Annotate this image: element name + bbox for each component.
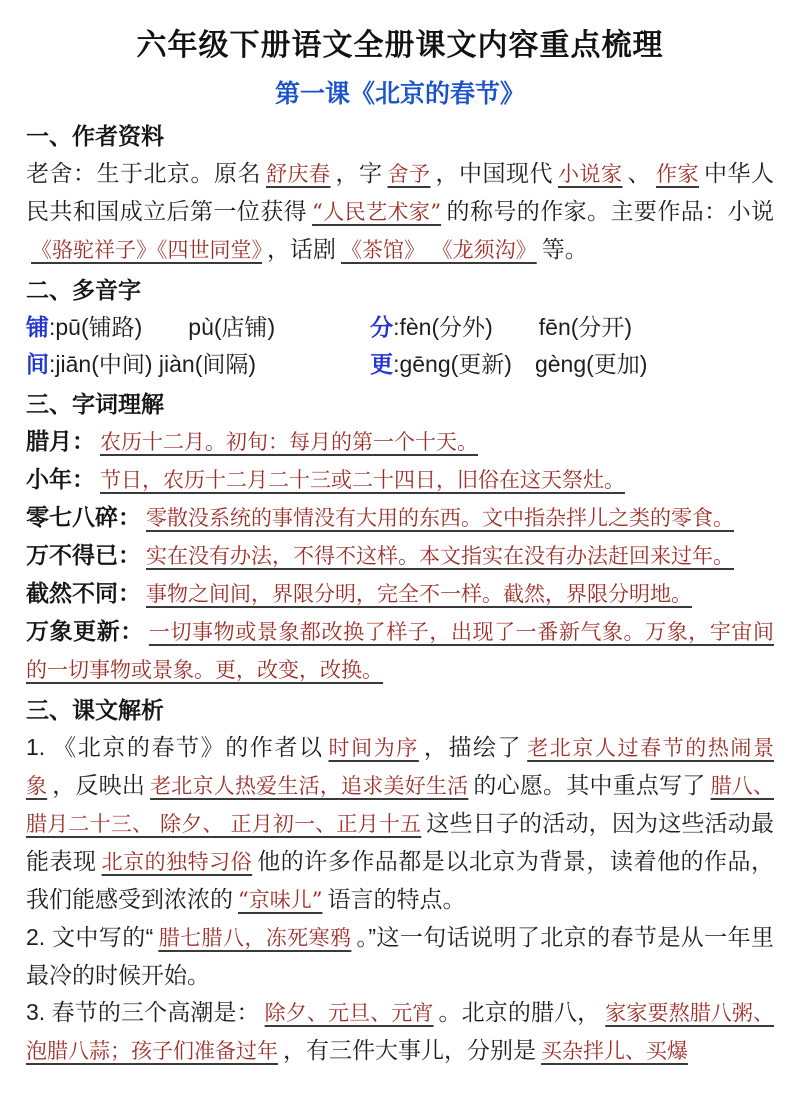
handwritten-answer: 腊七腊八，冻死寒鸦 bbox=[158, 926, 352, 950]
polyphonic-entry bbox=[370, 309, 774, 346]
body-text: :gēng(更新) gèng(更加) bbox=[393, 351, 648, 377]
handwritten-answer: 实在没有办法，不得不这样。本文指实在没有办法赶回来过年。 bbox=[146, 544, 734, 568]
section-heading: 三、字词理解 bbox=[26, 391, 164, 417]
section-heading: 三、课文解析 bbox=[26, 697, 164, 723]
polyphonic-char: 更 bbox=[370, 351, 394, 377]
body-text: 的心愿。其中重点写了 bbox=[473, 772, 706, 798]
term-label: 零七八碎： bbox=[26, 504, 141, 530]
body-text: ，字 bbox=[335, 160, 383, 186]
handwritten-answer: 小说家 bbox=[558, 162, 623, 186]
lesson-subtitle: 第一课《北京的春节》 bbox=[274, 80, 525, 108]
body-text: 语言的特点。 bbox=[327, 886, 466, 912]
body-text: 中华人民共和国成立后第一位获得 bbox=[26, 160, 774, 224]
handwritten-answer: 一切事物或景象都改换了样子，出现了一番新气象。万象，宇宙间的一切事物或景象。更，改变，改换。 bbox=[26, 620, 775, 682]
body-text: 1. 《北京的春节》的作者以 bbox=[26, 734, 324, 760]
handwritten-answer: “人民艺术家” bbox=[312, 200, 442, 224]
body-text: ，反映出 bbox=[52, 772, 146, 798]
polyphonic-entry bbox=[26, 309, 370, 346]
term-label: 截然不同： bbox=[26, 580, 141, 606]
body-text: ，话剧 bbox=[267, 236, 336, 262]
term-label: 腊月： bbox=[26, 428, 95, 454]
polyphonic-char: 铺 bbox=[26, 314, 49, 340]
section-heading: 二、多音字 bbox=[26, 277, 141, 303]
term-label: 万象更新： bbox=[26, 618, 144, 644]
handwritten-answer: 农历十二月。初旬：每月的第一个十天。 bbox=[100, 430, 478, 454]
body-text: 3. 春节的三个高潮是： bbox=[26, 999, 260, 1025]
body-text: 老舍：生于北京。原名 bbox=[26, 160, 261, 186]
handwritten-answer: 事物之间间，界限分明，完全不一样。截然，界限分明地。 bbox=[146, 582, 692, 606]
body-text: 他的许多作品都是以北京为背景，读着他的作品，我们能感受到浓浓的 bbox=[26, 848, 775, 912]
paragraph bbox=[26, 919, 774, 994]
body-text: ，描绘了 bbox=[423, 734, 523, 760]
document-blocks bbox=[26, 118, 774, 1070]
body-text: :pū(铺路) pù(店铺) bbox=[49, 314, 276, 340]
paragraph bbox=[26, 461, 774, 499]
handwritten-answer: 零散没系统的事情没有大用的东西。文中指杂拌儿之类的零食。 bbox=[146, 506, 734, 530]
polyphonic-row bbox=[26, 346, 774, 383]
term-label: 万不得已： bbox=[26, 542, 141, 568]
handwritten-answer: 舍予 bbox=[387, 162, 431, 186]
handwritten-answer: 节日，农历十二月二十三或二十四日，旧俗在这天祭灶。 bbox=[100, 468, 625, 492]
body-text: :jiān(中间) jiàn(间隔) bbox=[49, 351, 257, 377]
body-text: 。北京的腊八， bbox=[438, 999, 601, 1025]
polyphonic-char: 分 bbox=[370, 314, 394, 340]
body-text: 这些日子的活动，因为这些活动最能表现 bbox=[26, 810, 774, 874]
paragraph bbox=[26, 575, 774, 613]
handwritten-answer: 买杂拌儿、买爆 bbox=[541, 1039, 688, 1063]
polyphonic-row bbox=[26, 309, 774, 346]
term-label: 小年： bbox=[26, 466, 95, 492]
paragraph bbox=[26, 613, 774, 689]
body-text: 等。 bbox=[541, 236, 588, 262]
handwritten-answer: 老北京人过春节的热闹景象 bbox=[26, 736, 775, 798]
polyphonic-entry bbox=[370, 346, 774, 383]
polyphonic-char: 间 bbox=[26, 351, 49, 377]
handwritten-answer: 除夕、元旦、元宵 bbox=[264, 1001, 434, 1025]
section-heading: 一、作者资料 bbox=[26, 123, 164, 149]
handwritten-answer: 北京的独特习俗 bbox=[101, 850, 253, 874]
body-text: ，有三件大事儿，分别是 bbox=[283, 1037, 536, 1063]
handwritten-answer: 家家要熬腊八粥、泡腊八蒜；孩子们准备过年 bbox=[26, 1001, 775, 1063]
polyphonic-entry bbox=[26, 346, 370, 383]
paragraph bbox=[26, 537, 774, 575]
handwritten-answer: 老北京人热爱生活，追求美好生活 bbox=[150, 774, 469, 798]
paragraph bbox=[26, 499, 774, 537]
body-text: :fèn(分外) fēn(分开) bbox=[393, 314, 633, 340]
handwritten-answer: 舒庆春 bbox=[266, 162, 331, 186]
paragraph bbox=[26, 994, 774, 1070]
handwritten-answer: 作家 bbox=[656, 162, 699, 186]
handwritten-answer: “京味儿” bbox=[238, 888, 323, 912]
paragraph bbox=[26, 729, 774, 919]
handwritten-answer: 时间为序 bbox=[328, 736, 419, 760]
body-text: 的称号的作家。主要作品：小说 bbox=[446, 198, 775, 224]
body-text: ，中国现代 bbox=[435, 160, 553, 186]
handwritten-answer: 《茶馆》 《龙须沟》 bbox=[341, 238, 537, 262]
body-text: 2. 文中写的“ bbox=[26, 924, 154, 950]
paragraph bbox=[26, 155, 774, 269]
body-text: 。”这一句话说明了北京的春节是从一年里最冷的时候开始。 bbox=[26, 924, 774, 988]
body-text: 、 bbox=[627, 160, 651, 186]
handwritten-answer: 腊八、腊月二十三、 除夕、 正月初一、正月十五 bbox=[26, 774, 774, 836]
handwritten-answer: 《骆驼祥子》《四世同堂》 bbox=[31, 238, 262, 262]
paragraph bbox=[26, 423, 774, 461]
page-title: 六年级下册语文全册课文内容重点梳理 bbox=[136, 29, 664, 62]
